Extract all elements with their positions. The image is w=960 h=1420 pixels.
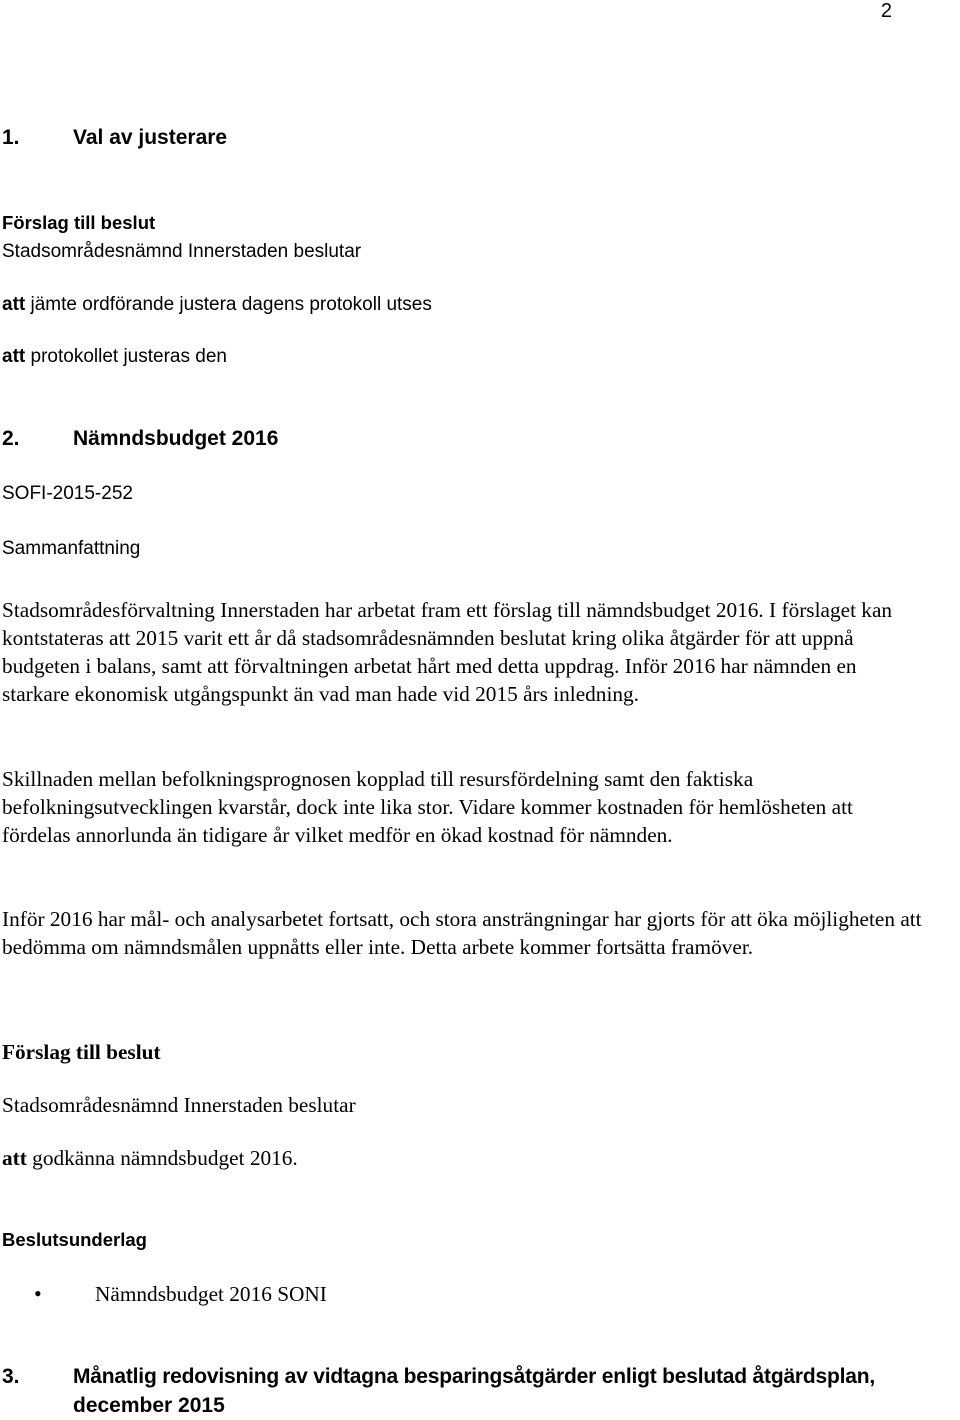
item-2-title: Nämndsbudget 2016 xyxy=(73,427,279,450)
summary-paragraph-1: Stadsområdesförvaltning Innerstaden har arbetat fram ett förslag till nämndsbudget 2016. I förslaget kan kontstateras att 2015 varit ett år då stadsområdesnämnden beslutat kring olika åtgärder för att uppnå budgeten i balans, samt att förvaltningen arbetat hårt med detta uppdrag. Inför 2016 har nämnden en starkare ekonomisk utgångspunkt än vad man hade vid 2015 års inledning. xyxy=(2,598,893,706)
page-number: 2 xyxy=(880,0,892,22)
bullet-icon: • xyxy=(34,1281,42,1306)
item-2-decision-body: Stadsområdesnämnd Innerstaden beslutar xyxy=(2,1093,356,1117)
clause-text: jämte ordförande justera dagens protokoll utses xyxy=(25,294,432,315)
item-3-title-line-2: december 2015 xyxy=(73,1394,225,1417)
item-2-number: 2. xyxy=(2,427,20,450)
item-1-proposal-heading: Förslag till beslut xyxy=(2,212,156,233)
att-keyword: att xyxy=(2,1146,27,1170)
basis-list-item xyxy=(0,1280,700,1308)
summary-paragraph-2: Skillnaden mellan befolkningsprognosen kopplad till resursfördelning samt den faktiska befolkningsutvecklingen kvarstår, dock inte lika stor. Vidare kommer kostnaden för hemlösheten att fördelas annorlunda än tidigare år vilket medför en ökad kostnad för nämnden. xyxy=(2,767,853,847)
basis-item-label: Nämndsbudget 2016 SONI xyxy=(95,1282,327,1306)
item-1-number: 1. xyxy=(2,126,20,149)
summary-paragraph-3: Inför 2016 har mål- och analysarbetet fortsatt, och stora ansträngningar har gjorts för att öka möjligheten att bedömma om nämndsmålen uppnåtts eller inte. Detta arbete kommer fortsätta framöver. xyxy=(2,907,922,959)
item-1-clause-2 xyxy=(2,345,227,369)
item-3-title-line-1: Månatlig redovisning av vidtagna besparingsåtgärder enligt beslutad åtgärdsplan, xyxy=(73,1365,876,1388)
summary-heading: Sammanfattning xyxy=(2,538,141,559)
case-number: SOFI-2015-252 xyxy=(2,483,133,504)
clause-text: godkänna nämndsbudget 2016. xyxy=(26,1146,298,1170)
item-1-decision-body: Stadsområdesnämnd Innerstaden beslutar xyxy=(2,241,362,262)
basis-heading: Beslutsunderlag xyxy=(2,1229,147,1250)
att-keyword: att xyxy=(2,294,26,315)
item-2-heading xyxy=(2,425,902,453)
item-1-title: Val av justerare xyxy=(73,126,228,149)
item-1-clause-1 xyxy=(2,293,432,317)
item-3-number: 3. xyxy=(2,1365,20,1388)
item-2-clause xyxy=(2,1144,298,1172)
item-1-heading xyxy=(2,124,902,152)
clause-text: protokollet justeras den xyxy=(25,346,227,367)
item-3-heading xyxy=(2,1363,960,1419)
item-2-proposal-heading: Förslag till beslut xyxy=(2,1040,161,1064)
att-keyword: att xyxy=(2,346,26,367)
